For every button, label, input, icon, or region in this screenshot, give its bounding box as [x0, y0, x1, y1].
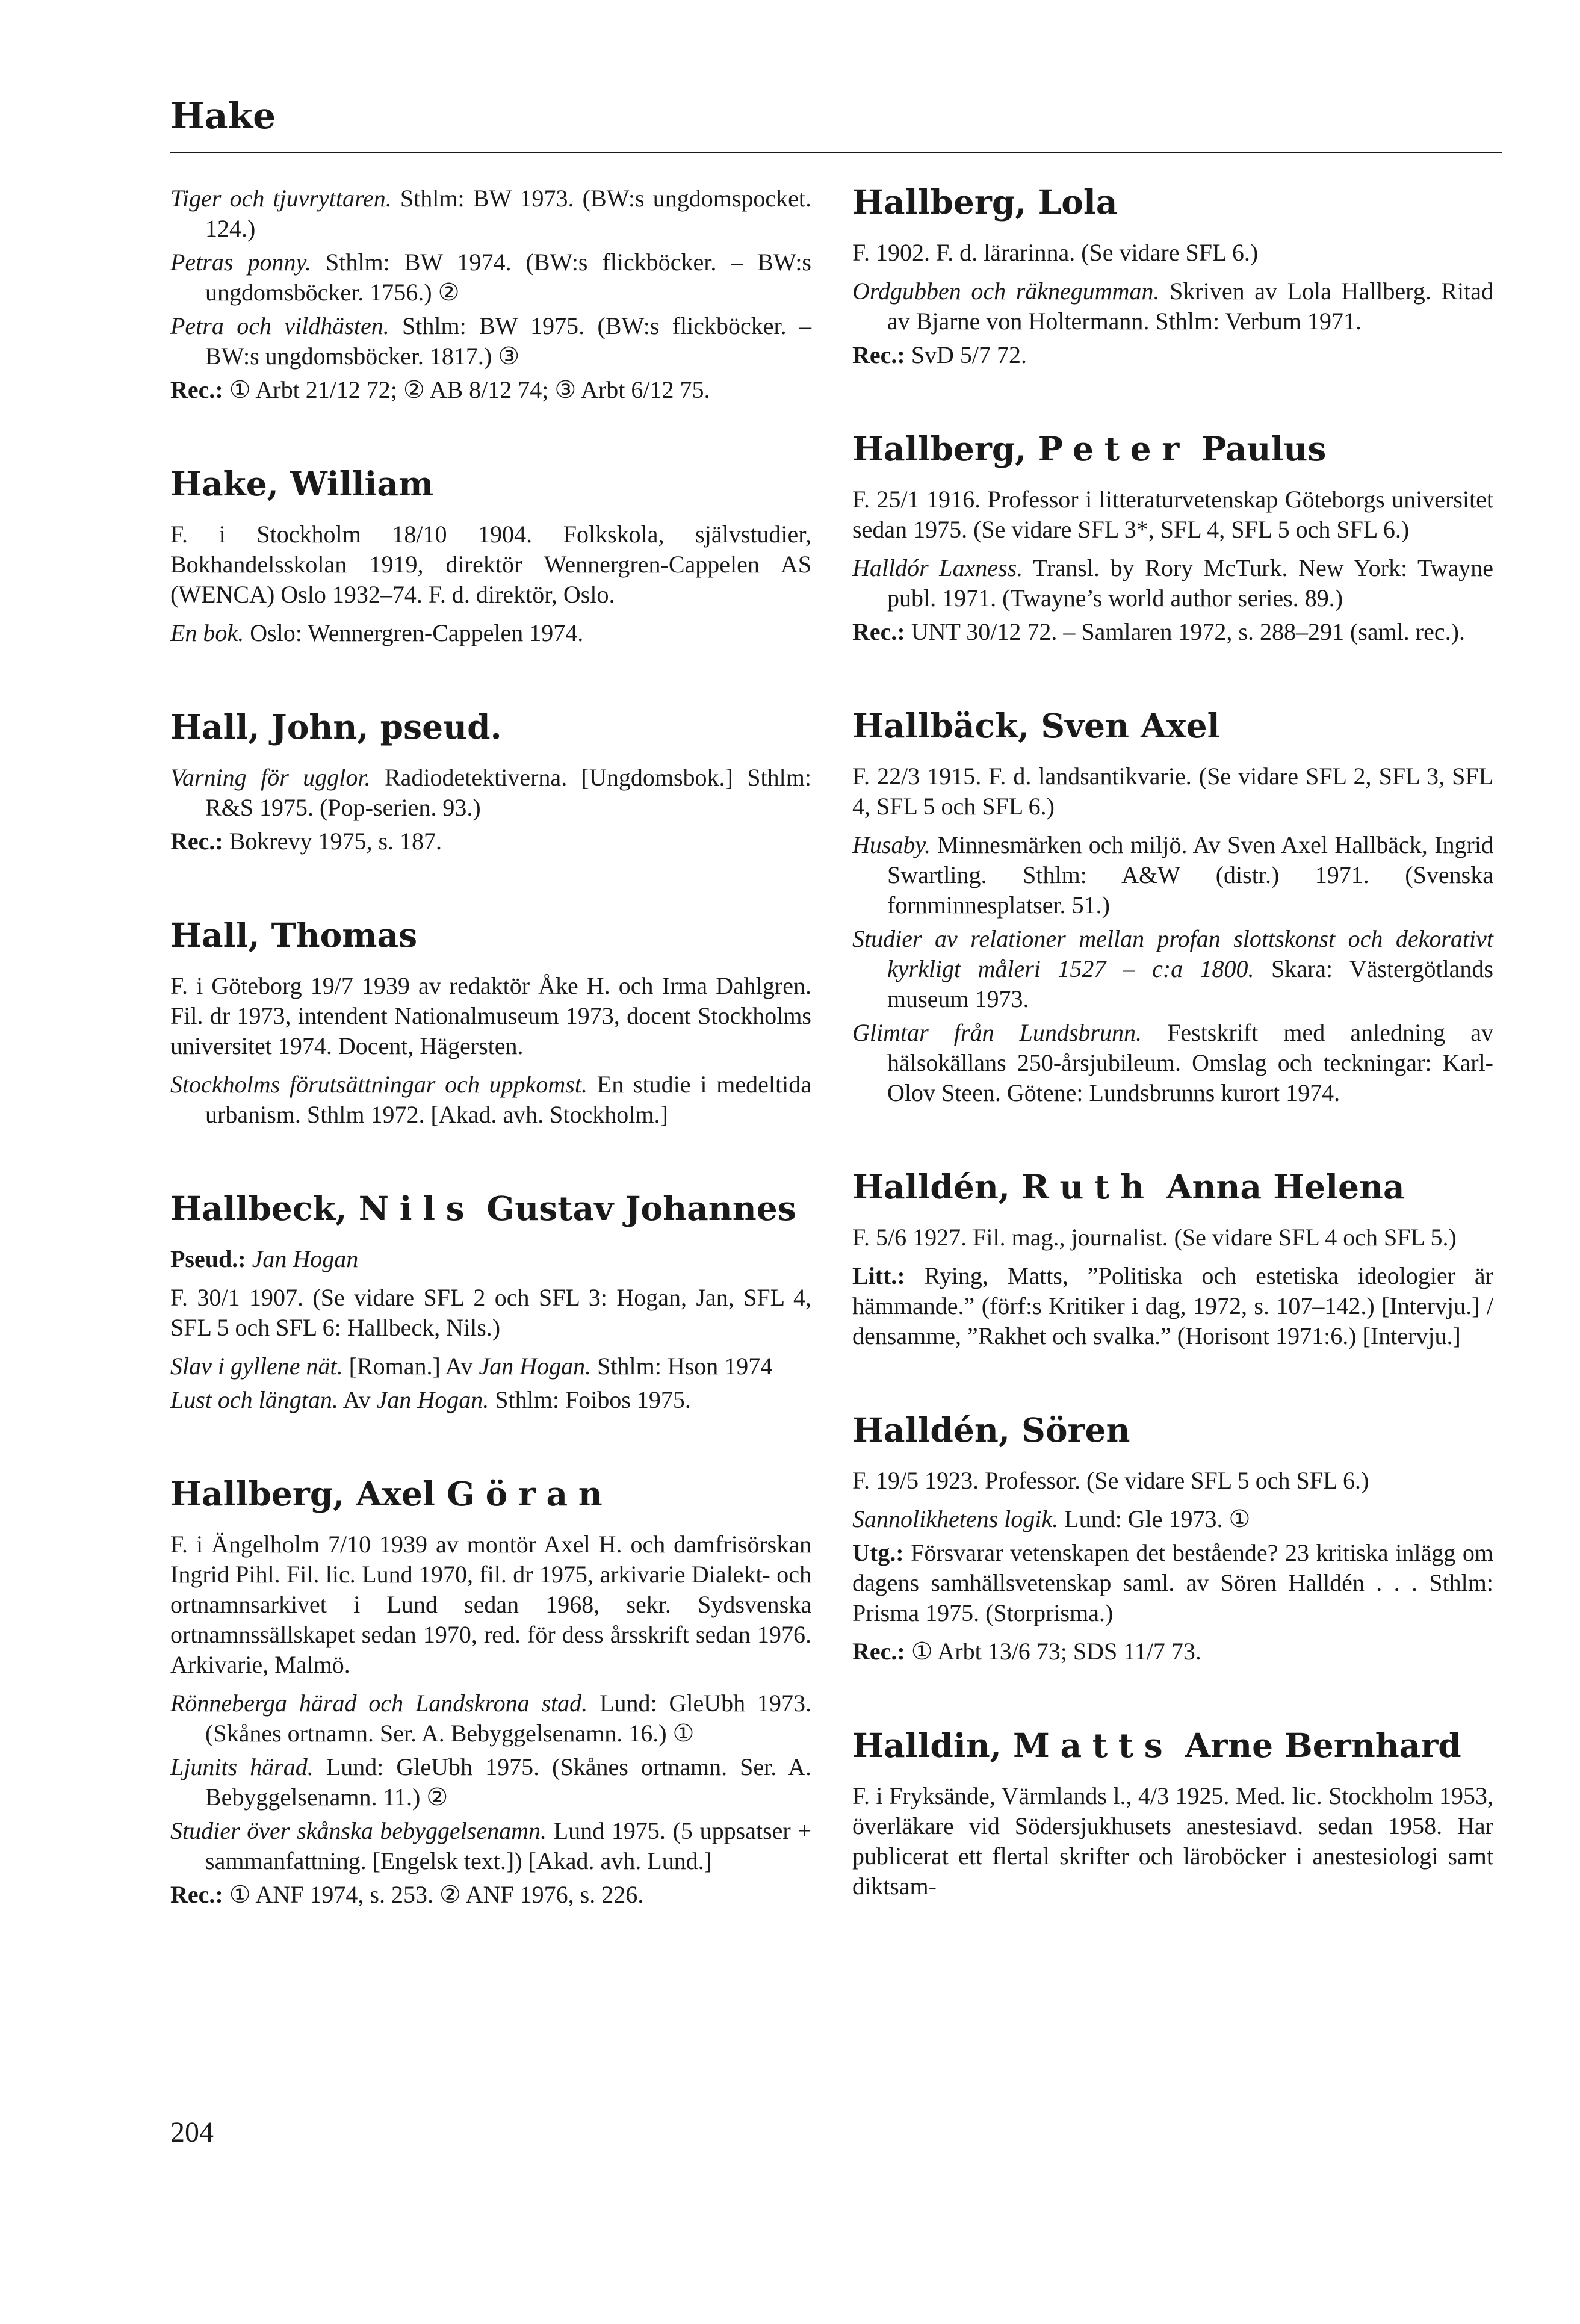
review-text: SvD 5/7 72. — [905, 341, 1027, 368]
review-label: Rec.: — [170, 828, 223, 855]
work-item — [852, 830, 1493, 920]
work-author-pseudonym: Jan Hogan. — [479, 1353, 592, 1380]
entry-heading — [852, 1168, 1493, 1206]
review-text: UNT 30/12 72. – Samlaren 1972, s. 288–291 (saml. rec.). — [905, 618, 1465, 645]
work-title: Stockholms förutsättningar och uppkomst. — [170, 1071, 587, 1098]
entry-bio: F. 30/1 1907. (Se vidare SFL 2 och SFL 3: Hogan, Jan, SFL 4, SFL 5 och SFL 6: Hallbeck, Nils.) — [170, 1284, 811, 1341]
review-line — [170, 1880, 811, 1910]
work-item — [852, 276, 1493, 336]
review-line — [170, 375, 811, 405]
editor-line — [852, 1538, 1493, 1628]
heading-part: Hallberg, — [852, 429, 1038, 468]
literature-label: Litt.: — [852, 1262, 905, 1289]
entry-hallberg-lola — [852, 184, 1493, 370]
work-details: Transl. by Rory McTurk. New York: Twayne publ. 1971. (Twayne’s world author series. 89.) — [887, 554, 1493, 612]
entry-bio: F. 19/5 1923. Professor. (Se vidare SFL 5 och SFL 6.) — [852, 1467, 1369, 1494]
work-details: Lund 1975. (5 uppsatser + sammanfattning. [Engelsk text.]) [Akad. avh. Lund.] — [205, 1817, 812, 1874]
entry-bio: F. 1902. F. d. lärarinna. (Se vidare SFL 6.) — [852, 239, 1259, 266]
work-item — [170, 247, 811, 308]
work-details: Lund: GleUbh 1975. (Skånes ortnamn. Ser. A. Bebyggelsenamn. 11.) ② — [205, 1753, 812, 1811]
work-item — [170, 1351, 811, 1381]
entry-bio: F. i Fryksände, Värmlands l., 4/3 1925. Med. lic. Stockholm 1953, överläkare vid Södersjukhusets anestesiavd. sedan 1958. Har publicerat ett flertal skrifter och läroböcker i anestesiologi samt diktsam- — [852, 1782, 1493, 1900]
entry-hall-thomas — [170, 917, 811, 1130]
entry-bio: F. i Ängelholm 7/10 1939 av montör Axel H. och damfrisörskan Ingrid Pihl. Fil. lic. Lund 1970, fil. dr 1975, arkivarie Dialekt- och ortnamnsarkivet i Lund sedan 1968, sekr. Sydsvenska ortnamnssällskapet sedan 1970, red. för dess årsskrift sedan 1976. Arkivarie, Malmö. — [170, 1531, 811, 1678]
heading-part: Halldin, — [852, 1726, 1014, 1765]
work-details: Lund: Gle 1973. ① — [1058, 1505, 1251, 1532]
entry-bio: F. i Stockholm 18/10 1904. Folkskola, självstudier, Bokhandelsskolan 1919, direktör Wennergren-Cappelen AS (WENCA) Oslo 1932–74. F. d. direktör, Oslo. — [170, 521, 811, 608]
entry-hallbeck-nils — [170, 1190, 811, 1415]
running-head: Hake — [170, 95, 276, 137]
entry-hallden-ruth — [852, 1168, 1493, 1351]
work-item — [852, 1504, 1493, 1534]
work-title: Slav i gyllene nät. — [170, 1353, 343, 1380]
heading-part: Halldén, — [852, 1167, 1022, 1206]
work-item — [170, 1688, 811, 1749]
work-details: Sthlm: BW 1973. (BW:s ungdomspocket. 124.) — [205, 185, 811, 242]
review-text: ① ANF 1974, s. 253. ② ANF 1976, s. 226. — [223, 1881, 644, 1908]
heading-spaced-name: Matts — [1013, 1726, 1174, 1765]
pseudonym-value: Jan Hogan — [252, 1245, 359, 1272]
review-text: ① Arbt 21/12 72; ② AB 8/12 74; ③ Arbt 6/12 75. — [223, 376, 710, 403]
review-text: ① Arbt 13/6 73; SDS 11/7 73. — [905, 1638, 1201, 1665]
editor-text: Försvarar vetenskapen det bestående? 23 kritiska inlägg om dagens samhällsvetenskap saml. av Sören Halldén . . . Sthlm: Prisma 1975. (Storprisma.) — [852, 1539, 1493, 1626]
heading-spaced-name: Nils — [358, 1189, 476, 1228]
entry-hall-john — [170, 708, 811, 857]
work-author-pseudonym: Jan Hogan. — [376, 1386, 489, 1413]
work-details: Sthlm: BW 1974. (BW:s flickböcker. – BW:s ungdomsböcker. 1756.) ② — [205, 249, 811, 306]
work-title: En bok. — [170, 619, 244, 646]
work-title: Husaby. — [852, 831, 931, 858]
work-item — [170, 618, 811, 648]
review-line — [852, 1637, 1493, 1667]
heading-spaced-name: Göran — [447, 1474, 613, 1513]
literature-text: Rying, Matts, ”Politiska och estetiska ideologier är hämmande.” (förf:s Kritiker i dag, 1972, s. 107–142.) [Intervju.] / densamme, ”Rakhet och svalka.” (Horisont 1971:6.) [Intervju.] — [852, 1262, 1493, 1349]
entry-bio: F. 5/6 1927. Fil. mag., journalist. (Se vidare SFL 4 och SFL 5.) — [852, 1224, 1457, 1251]
work-details: Skriven av Lola Hallberg. Ritad av Bjarne von Holtermann. Sthlm: Verbum 1971. — [887, 277, 1493, 335]
entry-hake-continuation — [170, 184, 811, 405]
work-details: Oslo: Wennergren-Cappelen 1974. — [244, 619, 584, 646]
heading-part: Hallberg, Axel — [170, 1474, 447, 1513]
entry-heading: Hake, William — [170, 464, 434, 503]
entry-hallden-soren — [852, 1411, 1493, 1667]
work-item — [170, 184, 811, 244]
review-label: Rec.: — [852, 618, 905, 645]
literature-line — [852, 1261, 1493, 1351]
entry-heading: Hall, Thomas — [170, 916, 418, 955]
entry-heading — [170, 1190, 811, 1227]
work-item — [170, 1070, 811, 1130]
review-line — [170, 826, 811, 857]
heading-spaced-name: Ruth — [1021, 1167, 1155, 1206]
work-item — [170, 1816, 811, 1876]
page-number: 204 — [170, 2116, 214, 2148]
entry-hallback-sven — [852, 707, 1493, 1108]
work-title: Halldór Laxness. — [852, 554, 1023, 581]
work-title: Petras ponny. — [170, 249, 311, 276]
editor-label: Utg.: — [852, 1539, 904, 1566]
work-title: Studier över skånska bebyggelsenamn. — [170, 1817, 547, 1844]
entry-heading — [170, 1475, 811, 1513]
pseudonym-line — [170, 1244, 811, 1274]
work-title: Petra och vildhästen. — [170, 312, 389, 339]
work-title: Glimtar från Lundsbrunn. — [852, 1019, 1142, 1046]
work-title: Studier av relationer mellan profan slottskonst och dekorativt kyrkligt måleri 1527 – c:a 1800. — [852, 925, 1493, 982]
review-text: Bokrevy 1975, s. 187. — [223, 828, 442, 855]
entry-heading: Halldén, Sören — [852, 1410, 1130, 1449]
work-title: Lust och längtan. — [170, 1386, 338, 1413]
heading-part: Anna Helena — [1154, 1167, 1405, 1206]
entry-halldin-matts — [852, 1727, 1493, 1901]
work-details: Festskrift med anledning av hälsokällans 250-årsjubileum. Omslag och teckningar: Karl-Olov Steen. Götene: Lundsbrunns kurort 1974. — [887, 1019, 1493, 1106]
entry-heading — [852, 430, 1493, 468]
work-details: Sthlm: Hson 1974 — [591, 1353, 773, 1380]
review-line — [852, 617, 1493, 647]
review-label: Rec.: — [170, 1881, 223, 1908]
work-title: Rönneberga härad och Landskrona stad. — [170, 1690, 588, 1717]
work-details: Radiodetektiverna. [Ungdomsbok.] Sthlm: R&S 1975. (Pop-serien. 93.) — [205, 764, 811, 821]
heading-part: Hallbeck, — [170, 1189, 359, 1228]
work-details: Av — [338, 1386, 377, 1413]
work-details: En studie i medeltida urbanism. Sthlm 1972. [Akad. avh. Stockholm.] — [205, 1071, 811, 1128]
left-column — [170, 184, 811, 1970]
work-title: Varning för ugglor. — [170, 764, 371, 791]
work-item — [852, 553, 1493, 613]
work-details: Sthlm: Foibos 1975. — [489, 1386, 691, 1413]
work-item — [170, 1385, 811, 1415]
entry-heading: Hallbäck, Sven Axel — [852, 706, 1220, 745]
work-details: Sthlm: BW 1975. (BW:s flickböcker. – BW:s ungdomsböcker. 1817.) ③ — [205, 312, 811, 370]
review-label: Rec.: — [170, 376, 223, 403]
work-title: Sannolikhetens logik. — [852, 1505, 1059, 1532]
heading-spaced-name: Peter — [1038, 429, 1190, 468]
entry-heading: Hall, John, pseud. — [170, 707, 502, 746]
entry-heading — [852, 1727, 1493, 1764]
review-label: Rec.: — [852, 1638, 905, 1665]
heading-part: Paulus — [1189, 429, 1327, 468]
work-item — [852, 924, 1493, 1014]
work-title: Ljunits härad. — [170, 1753, 314, 1780]
entry-bio: F. i Göteborg 19/7 1939 av redaktör Åke H. och Irma Dahlgren. Fil. dr 1973, intendent Nationalmuseum 1973, docent Stockholms universitet 1974. Docent, Hägersten. — [170, 972, 811, 1059]
work-details: Lund: GleUbh 1973. (Skånes ortnamn. Ser. A. Bebyggelsenamn. 16.) ① — [205, 1690, 812, 1747]
entry-bio: F. 25/1 1916. Professor i litteraturvetenskap Göteborgs universitet sedan 1975. (Se vidare SFL 3*, SFL 4, SFL 5 och SFL 6.) — [852, 486, 1493, 543]
heading-part: Gustav Johannes — [475, 1189, 796, 1228]
work-item — [852, 1018, 1493, 1108]
work-details: Skara: Västergötlands museum 1973. — [887, 955, 1493, 1012]
work-item — [170, 1752, 811, 1812]
work-item — [170, 763, 811, 823]
review-label: Rec.: — [852, 341, 905, 368]
entry-hallberg-axel-goran — [170, 1475, 811, 1910]
entry-heading: Hallberg, Lola — [852, 182, 1118, 222]
entry-bio: F. 22/3 1915. F. d. landsantikvarie. (Se vidare SFL 2, SFL 3, SFL 4, SFL 5 och SFL 6.) — [852, 763, 1493, 820]
entry-hake-william — [170, 465, 811, 648]
right-column — [852, 184, 1493, 1962]
heading-part: Arne Bernhard — [1173, 1726, 1461, 1765]
review-line — [852, 340, 1493, 370]
work-details: Minnesmärken och miljö. Av Sven Axel Hallbäck, Ingrid Swartling. Sthlm: A&W (distr.) 1971. (Svenska fornminnesplatser. 51.) — [887, 831, 1493, 919]
work-item — [170, 311, 811, 371]
work-title: Tiger och tjuvryttaren. — [170, 185, 392, 212]
header-rule — [170, 152, 1502, 153]
pseudonym-label: Pseud.: — [170, 1245, 246, 1272]
work-title: Ordgubben och räknegumman. — [852, 277, 1160, 305]
work-details: [Roman.] Av — [342, 1353, 479, 1380]
entry-hallberg-peter — [852, 430, 1493, 647]
